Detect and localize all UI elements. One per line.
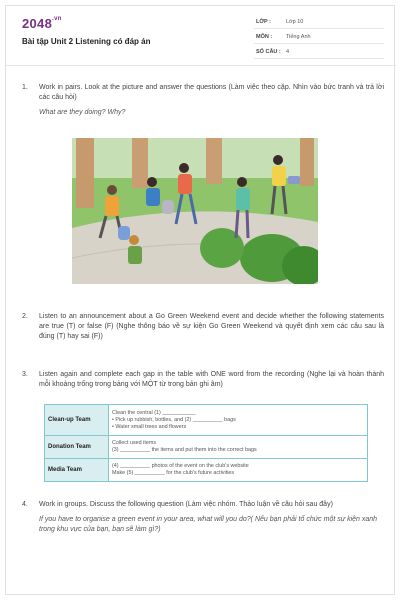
meta-grade: LỚP : Lớp 10 (254, 16, 384, 29)
table-row (45, 459, 368, 482)
team-name: Donation Team (45, 436, 109, 459)
illustration-svg (72, 138, 318, 284)
gap-fill-table (44, 404, 368, 482)
team-tasks: Clean the central (1) ___________ • Pick up rubbish, bottles, and (2) __________ bags • Water small trees and flowers (109, 405, 368, 436)
table-row (45, 405, 368, 436)
question-4: 4. Work in groups. Discuss the following question (Làm việc nhóm. Thảo luận về câu hỏi sau đây) If you have to organise a green event in your area, what will you do?( Nếu bạn phải tổ chức một sự kiện xanh trong khu vực của bạn, bạn sẽ làm gì?) (22, 501, 378, 533)
worksheet (5, 5, 395, 595)
page-header (6, 6, 396, 66)
page-title: Bài tập Unit 2 Listening có đáp án (22, 37, 151, 46)
team-name: Media Team (45, 459, 109, 482)
team-tasks: Collect used items (3) __________ the items and put them into the correct bags (109, 436, 368, 459)
meta-subject: MÔN : Tiếng Anh (254, 31, 384, 44)
table-row (45, 436, 368, 459)
site-logo[interactable]: $2048^{.vn}$ (22, 16, 62, 31)
park-cleanup-illustration (72, 138, 318, 284)
question-1: 1. Work in pairs. Look at the picture and answer the questions (Làm việc theo cặp. Nhìn vào bức tranh và trả lời các câu hỏi) What are they doing? Why? (22, 84, 384, 116)
team-name: Clean-up Team (45, 405, 109, 436)
team-tasks: (4) __________ photos of the event on the club's website Make (5) __________ for the club's future activities (109, 459, 368, 482)
question-3: 3. Listen again and complete each gap in the table with ONE word from the recording (Nghe lại và hoàn thành mỗi khoảng trống trong bảng với MỘT từ trong bản ghi âm) (22, 371, 384, 388)
meta-question-count: SỐ CÂU : 4 (254, 46, 384, 59)
question-2: 2. Listen to an announcement about a Go Green Weekend event and decide whether the following statements are true (T) or false (F) (Nghe thông báo về sự kiện Go Green Weekend và quyết định xem các câu sau là đúng (T) hay sai (F)) (22, 313, 384, 340)
